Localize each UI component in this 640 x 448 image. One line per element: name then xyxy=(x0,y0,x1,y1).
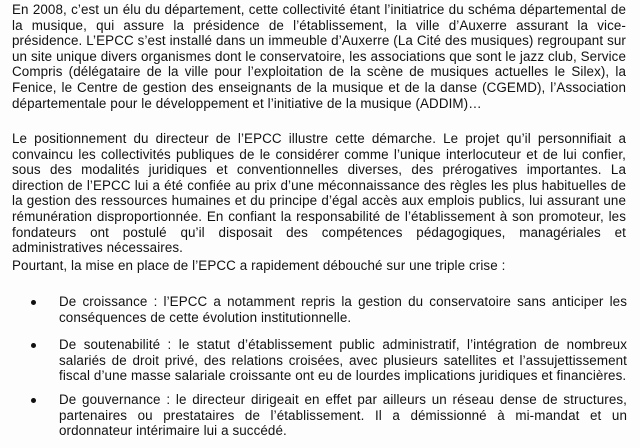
bullet-dot-icon xyxy=(31,398,36,403)
paragraph-director-positioning: Le positionnement du directeur de l’EPCC illustre cette démarche. Le projet qu’il personnifiait a convaincu les collectivités publiques de le considérer comme l’unique interlocuteur et de lui confier, sous des modalités juridiques et conventionnelles diverses, des prérogatives importantes. La direction de l’EPCC lui a été confiée au prix d’une méconnaissance des règles les plus habituelles de la gestion des ressources humaines et du principe d’égal accès aux emplois publics, lui assurant une rémunération disproportionnée. En confiant la responsabilité de l’établissement à son promoteur, les fondateurs ont postulé qu’il disposait des compétences pédagogiques, managériales et administratives nécessaires. xyxy=(12,131,626,256)
bullet-text: De croissance : l’EPCC a notamment repris la gestion du conservatoire sans anticiper les conséquences de cette évolution institutionnelle. xyxy=(59,294,627,325)
bullet-dot-icon xyxy=(31,343,36,348)
bullet-text: De soutenabilité : le statut d’établissement public administratif, l’intégration de nombreux salariés de droit privé, des relations croisées, avec plusieurs satellites et l’assujettissement fiscal d’une masse salariale croissante ont eu de lourdes implications juridiques et financières. xyxy=(59,337,627,384)
bullet-text: De gouvernance : le directeur dirigeait en effet par ailleurs un réseau dense de structures, partenaires ou prestataires de l’établissement. Il a démissionné à mi-mandat et un ordonnateur intérimaire lui a succédé. xyxy=(59,392,627,439)
bullet-dot-icon xyxy=(31,300,36,305)
paragraph-triple-crisis-intro: Pourtant, la mise en place de l’EPCC a rapidement débouché sur une triple crise : xyxy=(12,258,506,273)
paragraph-epcc-creation: En 2008, c’est un élu du département, cette collectivité étant l’initiatrice du schéma départemental de la musique, qui assure la présidence de l’établissement, la ville d’Auxerre assurant la vice-présidence. L’EPCC s’est installé dans un immeuble d’Auxerre (La Cité des musiques) regroupant sur un site unique divers organismes dont le conservatoire, les associations que sont le jazz club, Service Compris (délégataire de la ville pour l’exploitation de la scène de musiques actuelles le Silex), la Fenice, le Centre de gestion des enseignants de la musique et de la danse (CGEMD), l’Association départementale pour le développement et l’initiative de la musique (ADDIM)… xyxy=(12,2,626,111)
